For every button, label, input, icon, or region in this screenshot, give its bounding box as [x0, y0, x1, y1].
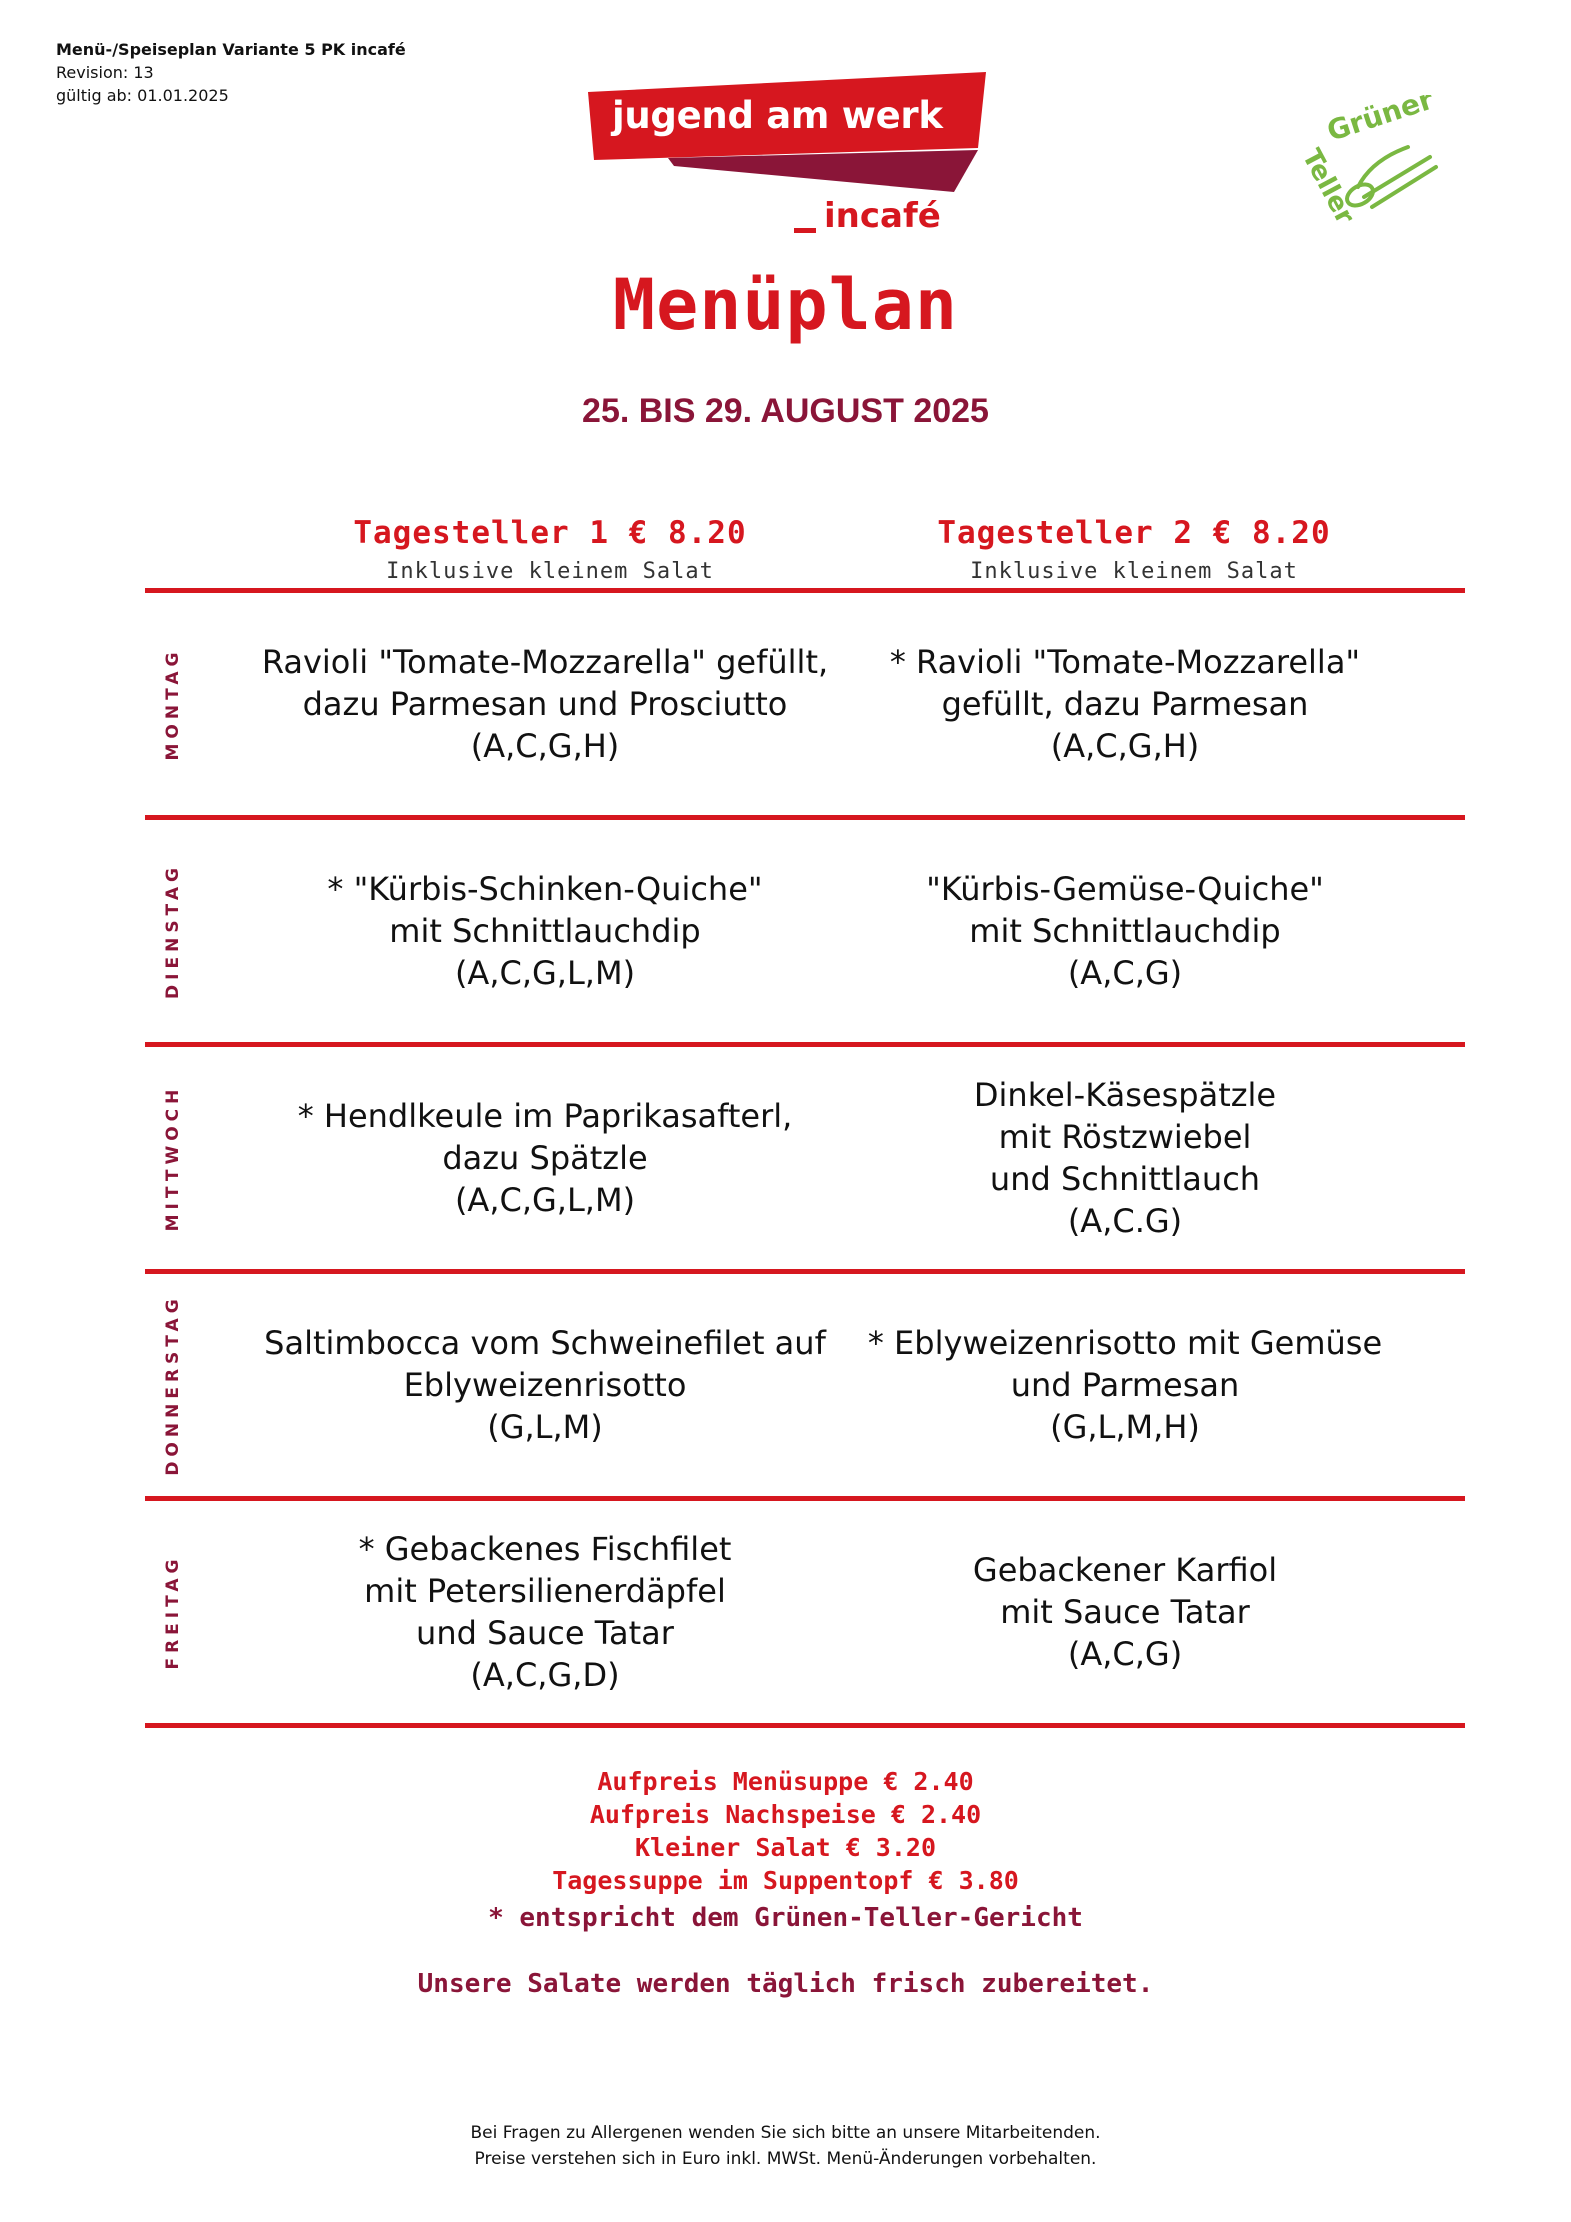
- dish-1: * Gebackenes Fischfilet mit Petersilienerdäpfel und Sauce Tatar (A,C,G,D): [358, 1530, 732, 1694]
- svg-text:Teller: Teller: [1295, 144, 1360, 230]
- gruener-teller-logo: [1280, 95, 1455, 240]
- revision: Revision: 13: [56, 63, 154, 82]
- dish-2: Dinkel-Käsespätzle mit Röstzwiebel und Schnittlauch (A,C.G): [973, 1076, 1277, 1240]
- logo-sub-brand: incafé: [794, 196, 941, 236]
- green-plate-note: * entspricht dem Grünen-Teller-Gericht: [488, 1903, 1083, 1933]
- dish-1: * Hendlkeule im Paprikasafterl, dazu Spätzle (A,C,G,L,M): [297, 1097, 793, 1219]
- date-range: 25. BIS 29. AUGUST 2025: [582, 392, 989, 430]
- day-row-montag: [145, 593, 1465, 815]
- column-header-2: [854, 515, 1414, 584]
- day-label: FREITAG: [163, 1554, 183, 1670]
- column-title: Tagesteller 1 € 8.20: [353, 515, 747, 551]
- day-row-dienstag: [145, 820, 1465, 1042]
- extra-item: Tagessuppe im Suppentopf € 3.80: [552, 1866, 1019, 1895]
- footer: [0, 2120, 1571, 2172]
- svg-text:Grüner: Grüner: [1322, 95, 1438, 148]
- column-subtitle: Inklusive kleinem Salat: [386, 559, 714, 584]
- logo-wordmark: jugend am werk: [612, 94, 943, 137]
- day-row-donnerstag: [145, 1274, 1465, 1496]
- extras-list: [0, 1765, 1571, 1897]
- extra-item: Aufpreis Nachspeise € 2.40: [589, 1800, 982, 1829]
- jugend-am-werk-logo: [584, 70, 994, 250]
- dish-2: "Kürbis-Gemüse-Quiche" mit Schnittlauchdip (A,C,G): [926, 870, 1324, 992]
- day-label: MONTAG: [163, 647, 183, 761]
- column-title: Tagesteller 2 € 8.20: [937, 515, 1331, 551]
- dish-2: * Ravioli "Tomate-Mozzarella" gefüllt, dazu Parmesan (A,C,G,H): [889, 643, 1361, 765]
- day-label: DIENSTAG: [163, 863, 183, 999]
- document-meta: [56, 38, 406, 107]
- day-row-freitag: [145, 1501, 1465, 1723]
- dish-2: Gebackener Karfiol mit Sauce Tatar (A,C,G): [972, 1551, 1278, 1673]
- dish-1: Ravioli "Tomate-Mozzarella" gefüllt, dazu Parmesan und Prosciutto (A,C,G,H): [261, 643, 829, 765]
- valid-from: gültig ab: 01.01.2025: [56, 86, 229, 105]
- footer-line: Preise verstehen sich in Euro inkl. MWSt. Menü-Änderungen vorbehalten.: [474, 2149, 1097, 2169]
- day-label: MITTWOCH: [163, 1084, 183, 1232]
- footer-line: Bei Fragen zu Allergenen wenden Sie sich bitte an unsere Mitarbeitenden.: [470, 2123, 1101, 2143]
- dish-1: * "Kürbis-Schinken-Quiche" mit Schnittlauchdip (A,C,G,L,M): [327, 870, 763, 992]
- fork-icon: [1358, 147, 1408, 187]
- column-header-1: [270, 515, 830, 584]
- salad-note: Unsere Salate werden täglich frisch zubereitet.: [417, 1969, 1154, 1999]
- day-row-mittwoch: [145, 1047, 1465, 1269]
- dish-1: Saltimbocca vom Schweinefilet auf Eblyweizenrisotto (G,L,M): [264, 1324, 826, 1446]
- divider: [145, 1723, 1465, 1728]
- day-label: DONNERSTAG: [163, 1294, 183, 1476]
- extra-item: Aufpreis Menüsuppe € 2.40: [597, 1767, 974, 1796]
- document-title: Menü-/Speiseplan Variante 5 PK incafé: [56, 40, 406, 59]
- extra-item: Kleiner Salat € 3.20: [634, 1833, 937, 1862]
- page-title: Menüplan: [612, 264, 959, 346]
- dish-2: * Eblyweizenrisotto mit Gemüse und Parmesan (G,L,M,H): [867, 1324, 1383, 1446]
- column-subtitle: Inklusive kleinem Salat: [970, 559, 1298, 584]
